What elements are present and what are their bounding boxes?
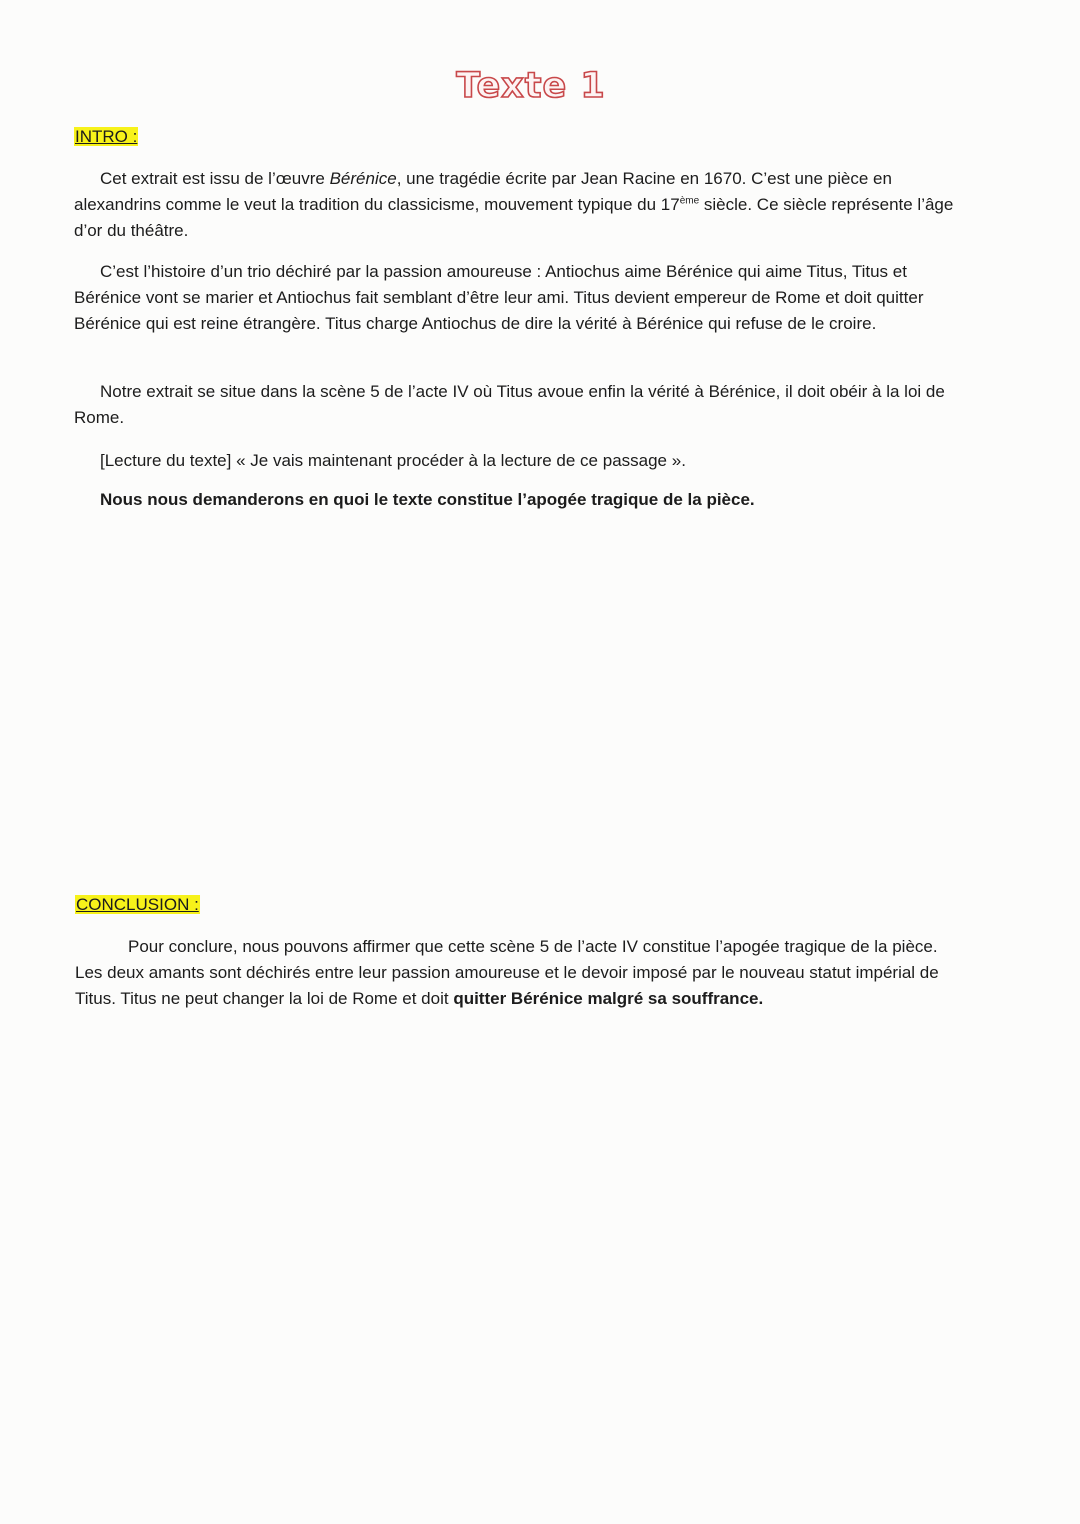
century-superscript: ème (679, 195, 700, 207)
conclusion-tail-text: quitter Bérénice malgré sa souffrance. (453, 989, 764, 1008)
intro-p1-mid: , une tragédie écrite par Jean Racine en 1670. C’est une pièce en alexandrins comme le veut la tradition du classicisme, mouvement typique du 17 (74, 169, 892, 214)
intro-p1-before: Cet extrait est issu de l’œuvre (100, 169, 330, 188)
page-title: Texte 1 (456, 66, 606, 106)
intro-heading-label: INTRO : (75, 127, 138, 146)
intro-paragraph-2: C’est l’histoire d’un trio déchiré par la passion amoureuse : Antiochus aime Bérénice qui aime Titus, Titus et Bérénice vont se marier et Antiochus fait semblant d’être leur ami. Titus devient empereur de Rome et doit quitter Bérénice qui est reine étrangère. Titus charge Antiochus de dire la vérité à Bérénice qui refuse de le croire. (74, 262, 924, 333)
intro-p1-after: siècle. Ce siècle représente l’âge d’or du théâtre. (74, 195, 954, 240)
work-title: Bérénice (329, 169, 397, 188)
conclusion-heading-label: CONCLUSION : (76, 895, 199, 914)
intro-heading (74, 126, 138, 148)
conclusion-main-text: Pour conclure, nous pouvons affirmer que cette scène 5 de l’acte IV constitue l’apogée tragique de la pièce. Les deux amants sont déchirés entre leur passion amoureuse et le devoir imposé par le nouveau statut impérial de Titus. Titus ne peut changer la loi de Rome et doit (75, 937, 939, 1008)
intro-paragraph-1 (74, 166, 954, 244)
intro-paragraph-4: [Lecture du texte] « Je vais maintenant procéder à la lecture de ce passage ». (100, 451, 686, 470)
intro-paragraph-3: Notre extrait se situe dans la scène 5 de l’acte IV où Titus avoue enfin la vérité à Bérénice, il doit obéir à la loi de Rome. (74, 382, 945, 427)
conclusion-paragraph (75, 934, 945, 1012)
problematic-statement: Nous nous demanderons en quoi le texte constitue l’apogée tragique de la pièce. (100, 490, 755, 509)
conclusion-heading (75, 894, 200, 916)
